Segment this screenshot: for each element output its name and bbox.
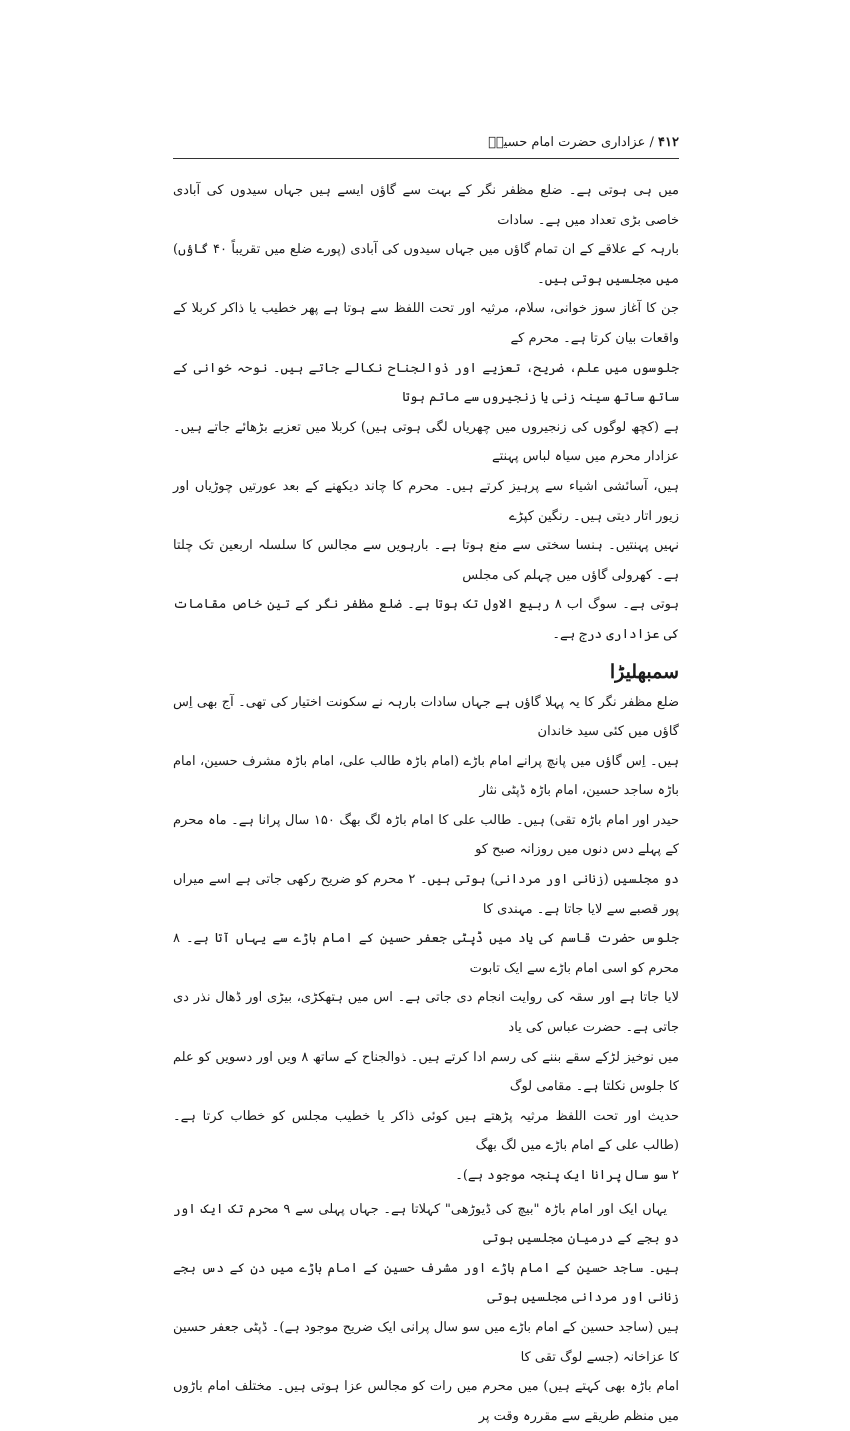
text-line: ۲ سو سال پرانا ایک پنجہ موجود ہے)۔ bbox=[455, 1168, 679, 1183]
header-rule bbox=[173, 158, 679, 159]
text-line: میں نوخیز لڑکے سقے بننے کی رسم ادا کرتے ہیں۔ ذوالجناح کے ساتھ ۸ ویں اور دسویں کو علم کا جلوس نکلتا ہے۔ مقامی لوگ bbox=[173, 1049, 680, 1095]
text-line: لایا جاتا ہے اور سقہ کی روایت انجام دی جاتی ہے۔ اس میں ہتھکڑی، بیڑی اور ڈھال نذر دی جاتی ہے۔ حضرت عباس کی یاد bbox=[173, 990, 679, 1036]
text-line: جلوس حضرت قاسم کی یاد میں ڈپٹی جعفر حسین کے امام باڑے سے یہاں آتا ہے۔ ۸ محرم کو اسی امام باڑے سے ایک تابوت bbox=[173, 931, 679, 976]
text-line: جلوسوں میں علم، ضریح، تعزیے اور ذوالجناح نکالے جاتے ہیں۔ نوحہ خوانی کے ساتھ ساتھ سینہ زنی یا زنجیروں سے ماتم ہوتا bbox=[173, 360, 679, 406]
book-title: عزاداری حضرت امام حسینؑ bbox=[488, 135, 646, 150]
text-line: ہیں۔ اِس گاؤں میں پانچ پرانے امام باڑے (امام باڑہ طالب علی، امام باڑہ مشرف حسین، امام باڑہ ساجد حسین، امام باڑہ ڈپٹی نثار bbox=[173, 753, 679, 799]
running-header bbox=[173, 132, 679, 154]
section-heading: سمبھلیڑا bbox=[609, 660, 679, 683]
text-line: حیدر اور امام باڑہ تقی) ہیں۔ طالب علی کا امام باڑہ لگ بھگ ۱۵۰ سال پرانا ہے۔ ماہ محرم کے پہلے دس دنوں میں روزانہ صبح کو bbox=[173, 812, 679, 858]
text-line: حدیث اور تحت اللفظ مرثیہ پڑھتے ہیں کوئی ذاکر یا خطیب مجلس کو خطاب کرتا ہے۔ (طالب علی کے امام باڑے میں لگ بھگ bbox=[173, 1108, 679, 1154]
text-line: ضلع مظفر نگر کا یہ پہلا گاؤں ہے جہاں سادات بارہہ نے سکونت اختیار کی تھی۔ آج بھی اِس گاؤں میں کئی سید خاندان bbox=[173, 694, 679, 740]
text-line: دو مجلسیں (زنانی اور مردانی) ہوتی ہیں۔ ۲ محرم کو ضریح رکھی جاتی ہے اسے میراں پور قصبے سے لایا جاتا ہے۔ مہندی کا bbox=[173, 872, 679, 917]
header-separator: / bbox=[649, 135, 654, 150]
text-line: بارہہ کے علاقے کے ان تمام گاؤں میں جہاں سیدوں کی آبادی (پورے ضلع میں تقریباً ۴۰ گاؤں) میں مجلسیں ہوتی ہیں۔ bbox=[173, 242, 679, 287]
text-line: جن کا آغاز سوز خوانی، سلام، مرثیہ اور تحت اللفظ سے ہوتا ہے پھر خطیب یا ذاکر کربلا کے واقعات بیان کرتا ہے۔ محرم کے bbox=[173, 301, 679, 346]
text-line: ہیں (ساجد حسین کے امام باڑے میں سو سال پرانی ایک ضریح موجود ہے)۔ ڈپٹی جعفر حسین کا عزاخانہ (جسے لوگ تقی کا bbox=[173, 1319, 679, 1365]
page-number: ۴۱۲ bbox=[658, 135, 679, 150]
text-line: امام باڑہ بھی کہتے ہیں) میں محرم میں رات کو مجالس عزا ہوتی ہیں۔ مختلف امام باڑوں میں منظم طریقے سے مقررہ وقت پر bbox=[173, 1379, 679, 1424]
paragraph-section-2 bbox=[173, 1195, 679, 1431]
text-line: ہیں۔ ساجد حسین کے امام باڑے اور مشرف حسین کے امام باڑے میں دن کے دس بجے زنانی اور مردانی مجلسیں ہوتی bbox=[173, 1260, 679, 1306]
text-line: نہیں پہنتیں۔ ہنسا سختی سے منع ہوتا ہے۔ بارہویں سے مجالس کا سلسلہ اربعین تک چلتا ہے۔ کھرولی گاؤں میں چہلم کی مجلس bbox=[173, 538, 679, 583]
paragraph-intro bbox=[173, 176, 679, 650]
text-line: ہوتی ہے۔ سوگ اب ۸ ربیع الاول تک ہوتا ہے۔ ضلع مظفر نگر کے تین خاص مقامات کی عزاداری درج ہے۔ bbox=[173, 597, 679, 642]
text-line: ہیں، آسائشی اشیاء سے پرہیز کرتے ہیں۔ محرم کا چاند دیکھنے کے بعد عورتیں چوڑیاں اور زیور اتار دیتی ہیں۔ رنگین کپڑے bbox=[173, 478, 679, 524]
text-line: ہے (کچھ لوگوں کی زنجیروں میں چھریاں لگی ہوتی ہیں) کربلا میں تعزیے بڑھائے جاتے ہیں۔ عزادار محرم میں سیاہ لباس پہنتے bbox=[173, 419, 679, 465]
text-line: یہاں ایک اور امام باڑہ "بیچ کی ڈیوڑھی" کہلاتا ہے۔ جہاں پہلی سے ۹ محرم تک ایک اور دو بجے کے درمیان مجلسیں ہوتی bbox=[173, 1201, 679, 1247]
text-line: میں ہی ہوتی ہے۔ ضلع مظفر نگر کے بہت سے گاؤں ایسے ہیں جہاں سیدوں کی آبادی خاصی بڑی تعداد میں ہے۔ سادات bbox=[173, 183, 679, 228]
body-text bbox=[173, 176, 679, 1431]
paragraph-section-1 bbox=[173, 688, 679, 1191]
